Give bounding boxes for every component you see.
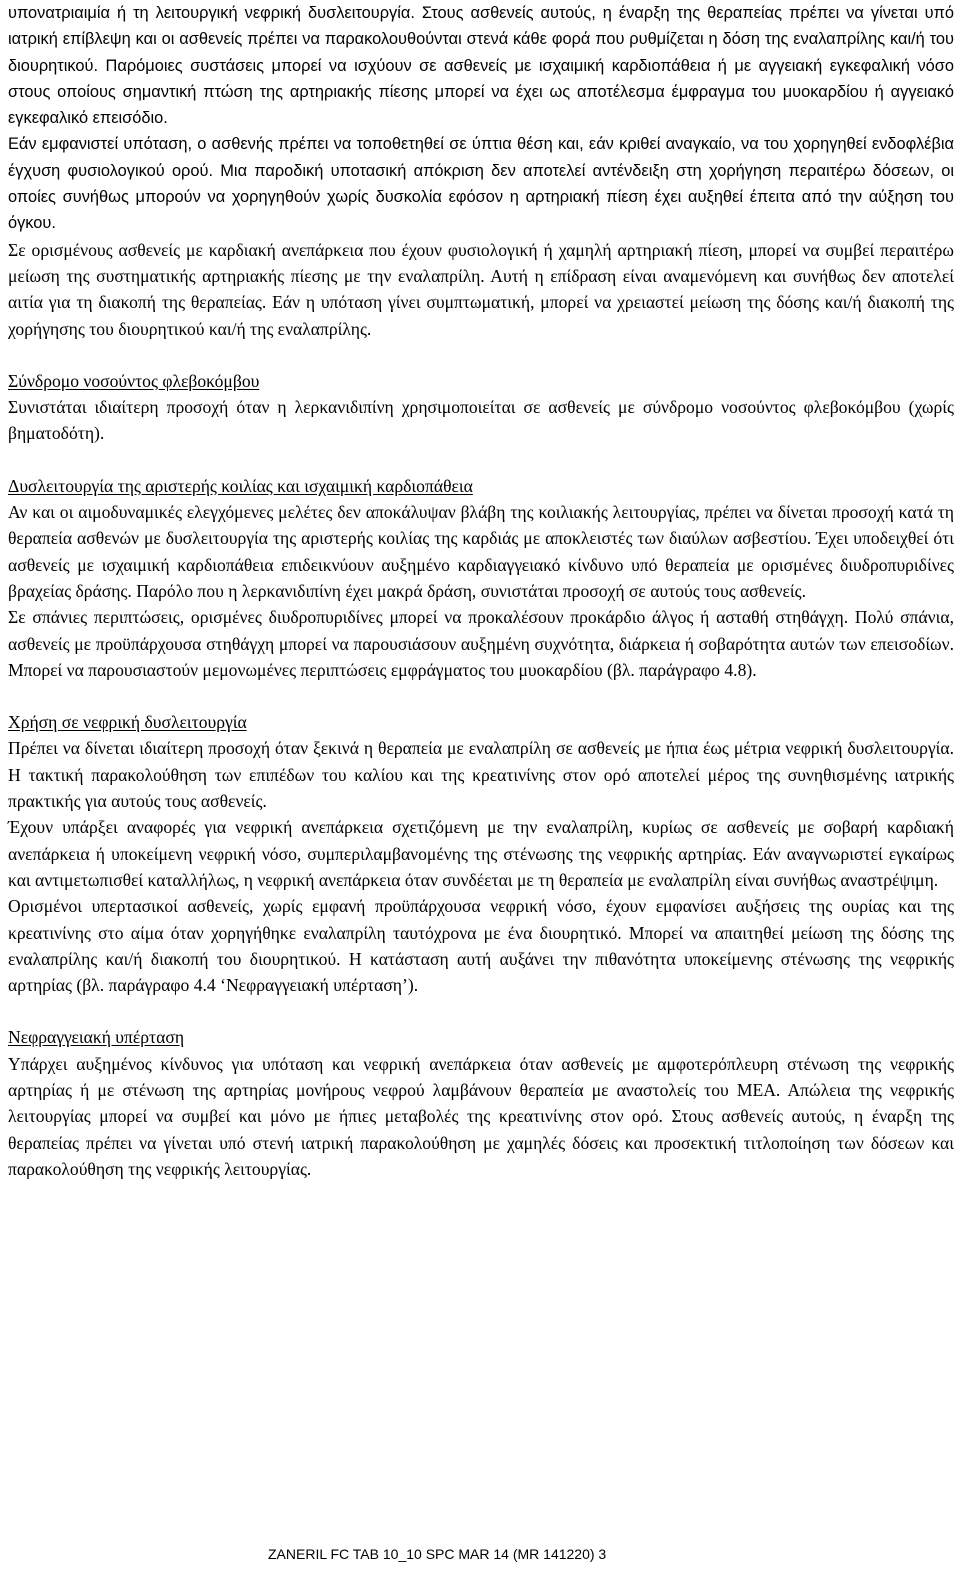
section-heading-renal: Χρήση σε νεφρική δυσλειτουργία: [8, 712, 247, 733]
paragraph-renal-3: Ορισμένοι υπερτασικοί ασθενείς, χωρίς εμφανή προϋπάρχουσα νεφρική νόσο, έχουν εμφανίσει αυξήσεις της ουρίας και της κρεατινίνης στο αίμα όταν χορηγήθηκε εναλαπρίλη ταυτόχρονα με ένα διουρητικό. Μπορεί να απαιτηθεί μείωση της δόσης της εναλαπρίλης και/ή διακοπή του διουρητικού. Η κατάσταση αυτή αυξάνει την πιθανότητα υποκείμενης στένωσης της νεφρικής αρτηρίας (βλ. παράγραφο 4.4 ‘Νεφραγγειακή υπέρταση’).: [8, 896, 954, 996]
section-spacer: [8, 683, 954, 709]
paragraph-intro-3: Σε ορισμένους ασθενείς με καρδιακή ανεπάρκεια που έχουν φυσιολογική ή χαμηλή αρτηριακή πίεση, μπορεί να συμβεί περαιτέρω μείωση της συστηματικής αρτηριακής πίεσης με την εναλαπρίλη. Αυτή η επίδραση είναι αναμενόμενη και συνήθως δεν αποτελεί αιτία για τη διακοπή της θεραπείας. Εάν η υπόταση γίνει συμπτωματική, μπορεί να χρειαστεί μείωση της δόσης και/ή διακοπή της χορήγησης του διουρητικού και/ή της εναλαπρίλης.: [8, 239, 954, 339]
paragraph-intro-1: υπονατριαιμία ή τη λειτουργική νεφρική δυσλειτουργία. Στους ασθενείς αυτούς, η έναρξη της θεραπείας πρέπει να γίνεται υπό ιατρική επίβλεψη και οι ασθενείς πρέπει να παρακολουθούνται στενά κάθε φορά που ρυθμίζεται η δόση της εναλαπρίλης και/ή του διουρητικού. Παρόμοιες συστάσεις μπορεί να ισχύουν σε ασθενείς με ισχαιμική καρδιοπάθεια ή με αγγειακή εγκεφαλική νόσο στους οποίους σημαντική πτώση της αρτηριακής πίεσης μπορεί να έχει ως αποτέλεσμα έμφραγμα του μυοκαρδίου ή αγγειακό εγκεφαλικό επεισόδιο.: [8, 4, 954, 128]
paragraph-renal-1: Πρέπει να δίνεται ιδιαίτερη προσοχή όταν ξεκινά η θεραπεία με εναλαπρίλη σε ασθενείς με ήπια έως μέτρια νεφρική δυσλειτουργία. Η τακτική παρακολούθηση των επιπέδων του καλίου και της κρεατινίνης στον ορό αποτελεί μέρος της συνηθισμένης ιατρικής πρακτικής για αυτούς τους ασθενείς.: [8, 738, 954, 812]
section-heading-renovascular: Νεφραγγειακή υπέρταση: [8, 1027, 185, 1048]
paragraph-lv-dysfunction-2: Σε σπάνιες περιπτώσεις, ορισμένες διυδροπυριδίνες μπορεί να προκαλέσουν προκάρδιο άλγος ή ασταθή στηθάγχη. Πολύ σπάνια, ασθενείς με προϋπάρχουσα στηθάγχη μπορεί να παρουσιάσουν αυξημένη συχνότητα, διάρκεια ή σοβαρότητα αυτών των επεισοδίων. Μπορεί να παρουσιαστούν μεμονωμένες περιπτώσεις εμφράγματος του μυοκαρδίου (βλ. παράγραφο 4.8).: [8, 607, 954, 680]
section-spacer: [8, 342, 954, 368]
paragraph-renovascular-1: Υπάρχει αυξημένος κίνδυνος για υπόταση και νεφρική ανεπάρκεια όταν ασθενείς με αμφοτερόπλευρη στένωση της νεφρικής αρτηρίας ή με στένωση της αρτηρίας μονήρους νεφρού λαμβάνουν θεραπεία με αναστολείς του ΜΕΑ. Απώλεια της νεφρικής λειτουργίας μπορεί να συμβεί και μόνο με ήπιες μεταβολές της κρεατινίνης στον ορό. Στους ασθενείς αυτούς, η έναρξη της θεραπείας πρέπει να γίνεται υπό στενή ιατρική παρακολούθηση με χαμηλές δόσεις και προσεκτική τιτλοποίηση των δόσεων και παρακολούθηση της νεφρικής λειτουργίας.: [8, 1053, 954, 1179]
section-heading-lv-dysfunction: Δυσλειτουργία της αριστερής κοιλίας και ισχαιμική καρδιοπάθεια: [8, 475, 473, 496]
document-body: [8, 0, 954, 1182]
paragraph-renal-2: Έχουν υπάρξει αναφορές για νεφρική ανεπάρκεια σχετιζόμενη με την εναλαπρίλη, κυρίως σε ασθενείς με σοβαρή καρδιακή ανεπάρκεια ή υποκείμενη νεφρική νόσο, συμπεριλαμβανομένης της στένωσης της νεφρικής αρτηρίας. Εάν αναγνωριστεί εγκαίρως και αντιμετωπισθεί καταλλήλως, η νεφρική ανεπάρκεια όταν συνδέεται με τη θεραπεία με εναλαπρίλη είναι συνήθως αναστρέψιμη.: [8, 817, 954, 890]
paragraph-lv-dysfunction-1: Αν και οι αιμοδυναμικές ελεγχόμενες μελέτες δεν αποκάλυψαν βλάβη της κοιλιακής λειτουργίας, πρέπει να δίνεται προσοχή κατά τη θεραπεία ασθενών με δυσλειτουργία της αριστερής κοιλίας της καρδιάς με αποκλειστές των διαύλων ασβεστίου. Έχει υποδειχθεί ότι ασθενείς με ισχαιμική καρδιοπάθεια επιδεικνύουν αυξημένο καρδιαγγειακό κίνδυνο υπό θεραπεία με ορισμένες διυδροπυριδίνες βραχείας δράσης. Παρόλο που η λερκανιδιπίνη έχει μακρά δράση, συνιστάται προσοχή σε αυτούς τους ασθενείς.: [8, 502, 954, 601]
page-footer: ZANERIL FC TAB 10_10 SPC MAR 14 (MR 141220) 3: [268, 1546, 607, 1562]
section-heading-sick-sinus: Σύνδρομο νοσούντος φλεβοκόμβου: [8, 370, 260, 391]
paragraph-intro-2: Εάν εμφανιστεί υπόταση, ο ασθενής πρέπει να τοποθετηθεί σε ύπτια θέση και, εάν κριθεί αναγκαίο, να του χορηγηθεί ενδοφλέβια έγχυση φυσιολογικού ορού. Μια παροδική υποτασική απόκριση δεν αποτελεί αντένδειξη στη χορήγηση περαιτέρω δόσεων, οι οποίες συνήθως μπορούν να χορηγηθούν χωρίς δυσκολία εφόσον η αρτηριακή πίεση έχει αυξηθεί έπειτα από την αύξηση του όγκου.: [8, 135, 954, 233]
section-spacer: [8, 447, 954, 473]
section-spacer: [8, 998, 954, 1024]
paragraph-sick-sinus-1: Συνιστάται ιδιαίτερη προσοχή όταν η λερκανιδιπίνη χρησιμοποιείται σε ασθενείς με σύνδρομο νοσούντος φλεβοκόμβου (χωρίς βηματοδότη).: [8, 397, 954, 444]
